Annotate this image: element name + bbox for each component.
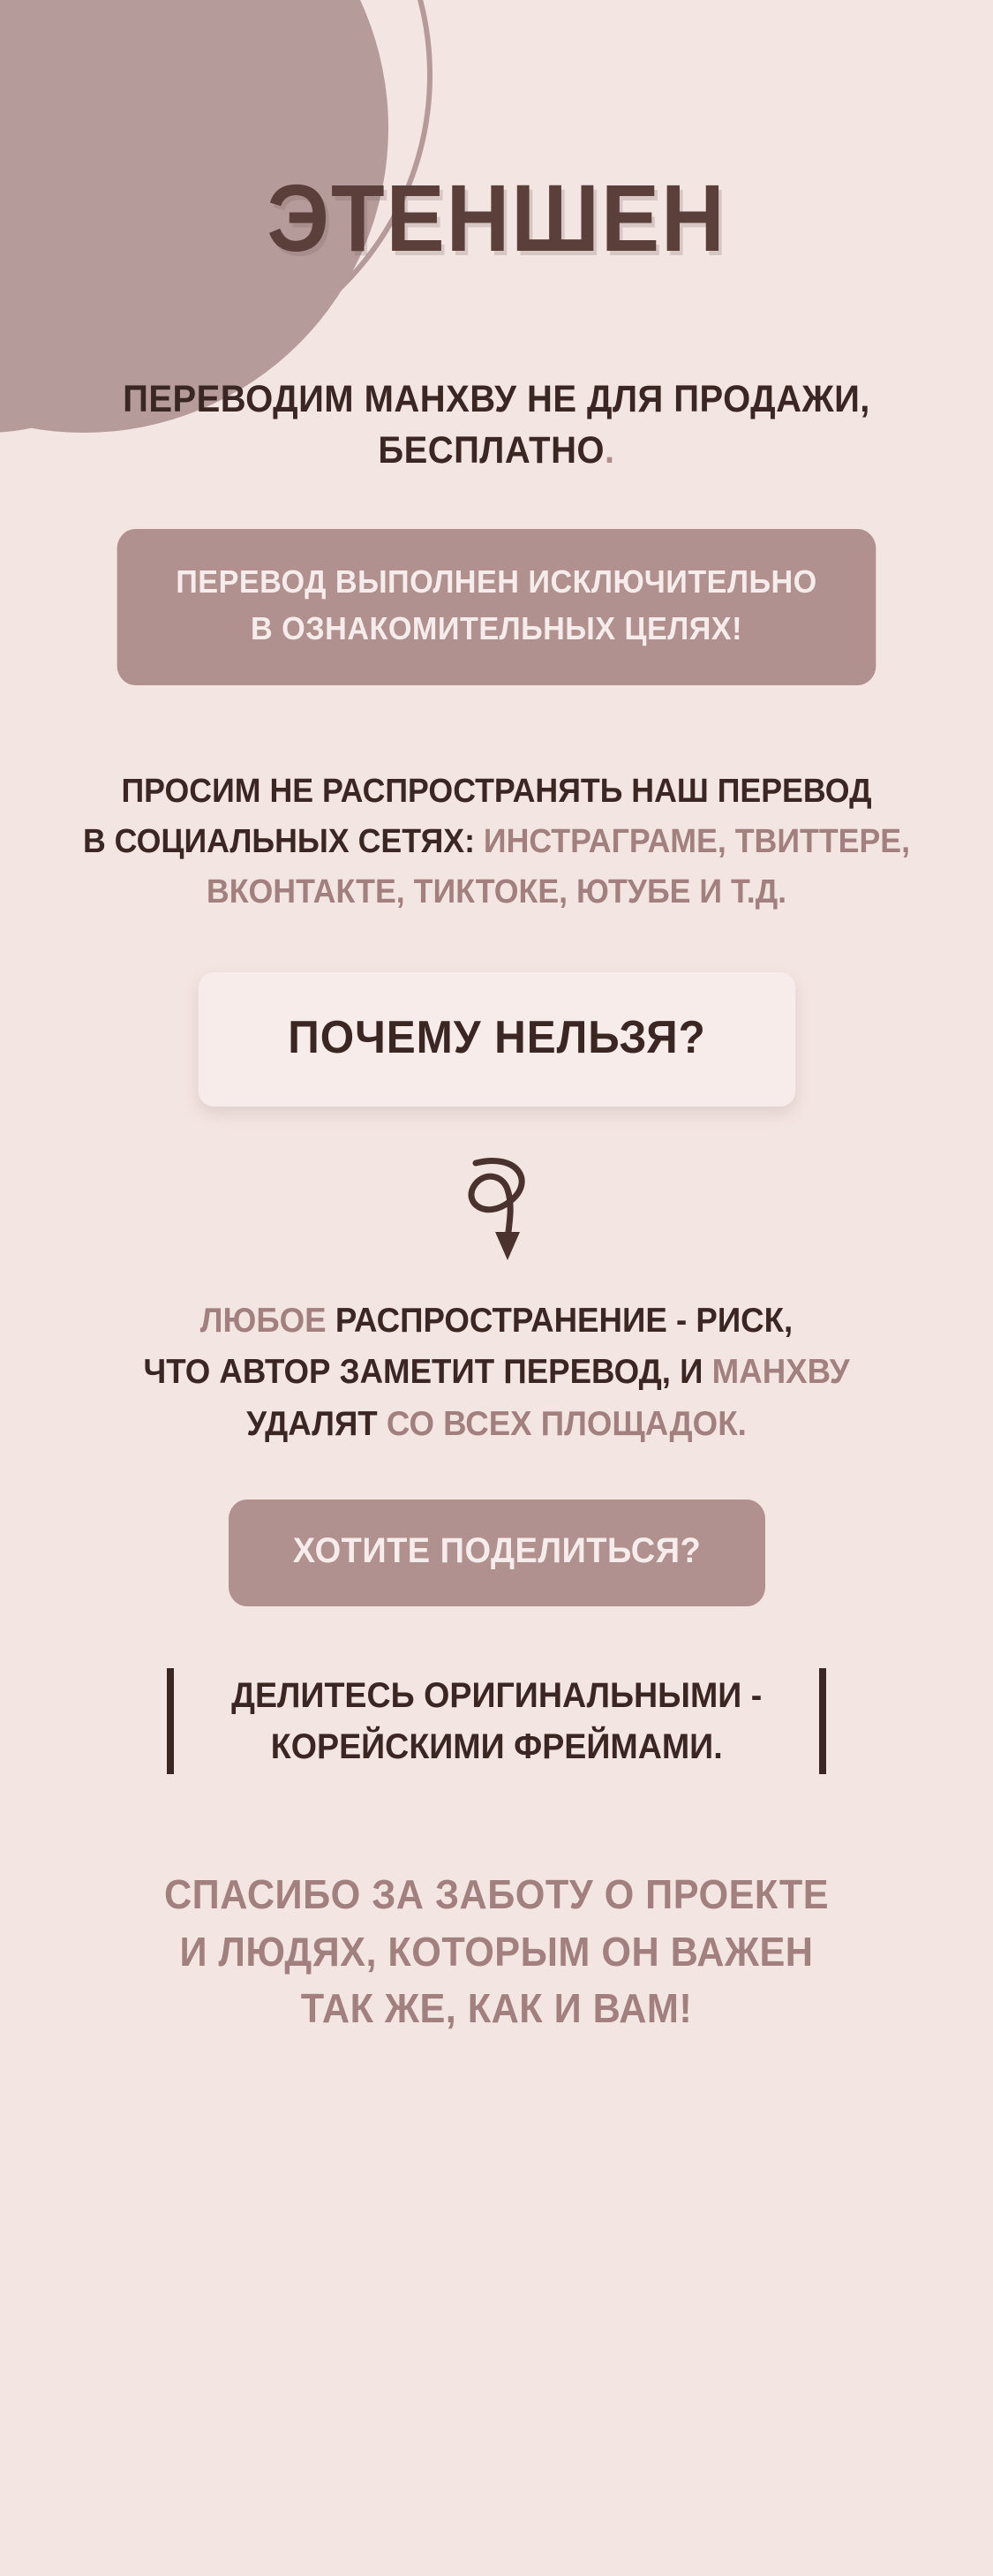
quote-line-2: КОРЕЙСКИМИ ФРЕЙМАМИ.	[270, 1727, 723, 1767]
share-banner-label: ХОТИТЕ ПОДЕЛИТЬСЯ?	[292, 1531, 701, 1571]
disclaimer-banner	[117, 529, 876, 684]
disclaimer-line-2: В ОЗНАКОМИТЕЛЬНЫХ ЦЕЛЯХ!	[251, 609, 742, 646]
lead-line-2	[34, 425, 958, 476]
disclaimer-line-1: ПЕРЕВОД ВЫПОЛНЕН ИСКЛЮЧИТЕЛЬНО	[176, 563, 817, 601]
risk-line-3-main: УДАЛЯТ	[246, 1404, 387, 1443]
outro-line-2: И ЛЮДЯХ, КОТОРЫМ ОН ВАЖЕН	[179, 1928, 814, 1975]
share-banner	[229, 1500, 765, 1606]
why-card	[198, 972, 794, 1107]
lead-line-1: ПЕРЕВОДИМ МАНХВУ НЕ ДЛЯ ПРОДАЖИ,	[123, 378, 870, 421]
request-line-2-accent: ИНСТРАГРАМЕ, ТВИТТЕРЕ,	[474, 822, 911, 860]
outro-paragraph	[30, 1866, 964, 2036]
request-line-1: ПРОСИМ НЕ РАСПРОСТРАНЯТЬ НАШ ПЕРЕВОД	[121, 772, 872, 810]
outro-line-1: СПАСИБО ЗА ЗАБОТУ О ПРОЕКТЕ	[163, 1871, 830, 1918]
risk-line-2	[30, 1347, 964, 1399]
quote-bar-left	[167, 1668, 174, 1774]
outro-line-3: ТАК ЖЕ, КАК И ВАМ!	[300, 1985, 693, 2032]
lead-paragraph	[34, 374, 958, 476]
quote-block	[122, 1668, 872, 1774]
request-line-3: ВКОНТАКТЕ, ТИКТОКЕ, ЮТУБЕ И Т.Д.	[206, 873, 787, 910]
risk-line-1-accent: ЛЮБОЕ	[199, 1301, 327, 1340]
quote-bar-right	[819, 1668, 826, 1774]
request-line-2-main: В СОЦИАЛЬНЫХ СЕТЯХ:	[82, 822, 475, 860]
page-title: ЭТЕНШЕН	[267, 164, 726, 271]
risk-line-1-main: РАСПРОСТРАНЕНИЕ - РИСК,	[326, 1301, 794, 1340]
why-card-label: ПОЧЕМУ НЕЛЬЗЯ?	[287, 1011, 706, 1063]
quote-line-1: ДЕЛИТЕСЬ ОРИГИНАЛЬНЫМИ -	[230, 1676, 763, 1716]
arrow-container	[0, 1147, 993, 1262]
risk-line-1	[30, 1296, 964, 1348]
request-line-2	[30, 817, 964, 867]
risk-line-2-accent: МАНХВУ	[711, 1353, 850, 1392]
request-paragraph	[30, 767, 964, 918]
lead-line-2-main: БЕСПЛАТНО	[378, 429, 605, 472]
risk-paragraph	[30, 1296, 964, 1451]
lead-line-2-accent: .	[604, 429, 615, 472]
risk-line-3-accent: СО ВСЕХ ПЛОЩАДОК.	[386, 1404, 747, 1443]
risk-line-2-main: ЧТО АВТОР ЗАМЕТИТ ПЕРЕВОД, И	[143, 1353, 712, 1392]
risk-line-3	[30, 1399, 964, 1451]
curved-arrow-down-icon	[444, 1147, 550, 1262]
quote-text	[231, 1670, 762, 1772]
